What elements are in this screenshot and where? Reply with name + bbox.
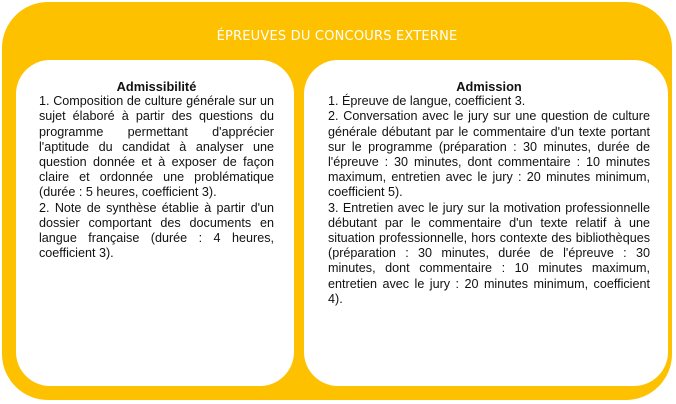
exam-frame <box>2 2 672 400</box>
admission-title: Admission <box>456 79 522 94</box>
admissibilite-title: Admissibilité <box>116 79 197 94</box>
admission-card <box>304 60 668 386</box>
admission-item-3: 3. Entretien avec le jury sur la motivation professionnelle débutant par le commentaire d'un texte relatif à une situation professionnelle, hors contexte des bibliothèques (préparation : 30 minutes, durée de l'épreuve : 30 minutes, dont commentaire : 10 minutes maximum, entretien avec le jury : 20 minutes minimum, coefficient 4). <box>328 200 650 306</box>
banner-title: ÉPREUVES DU CONCOURS EXTERNE <box>216 29 458 44</box>
admission-item-2: 2. Conversation avec le jury sur une question de culture générale débutant par le commentaire d'un texte portant sur le programme (préparation : 30 minutes, durée de l'épreuve : 30 minutes, dont commentaire : 10 minutes maximum, entretien avec le jury : 20 minutes minimum, coefficient 5). <box>328 109 650 200</box>
admissibilite-item-2: 2. Note de synthèse établie à partir d'un dossier comportant des documents en langue française (durée : 4 heures, coefficient 3). <box>39 200 274 261</box>
admission-item-1: 1. Épreuve de langue, coefficient 3. <box>328 94 526 109</box>
admissibilite-card <box>16 60 294 386</box>
admissibilite-item-1: 1. Composition de culture générale sur un sujet élaboré à partir des questions du programme permettant d'apprécier l'aptitude du candidat à analyser une question donnée et à exposer de façon claire et ordonnée une problématique (durée : 5 heures, coefficient 3). <box>39 94 274 200</box>
